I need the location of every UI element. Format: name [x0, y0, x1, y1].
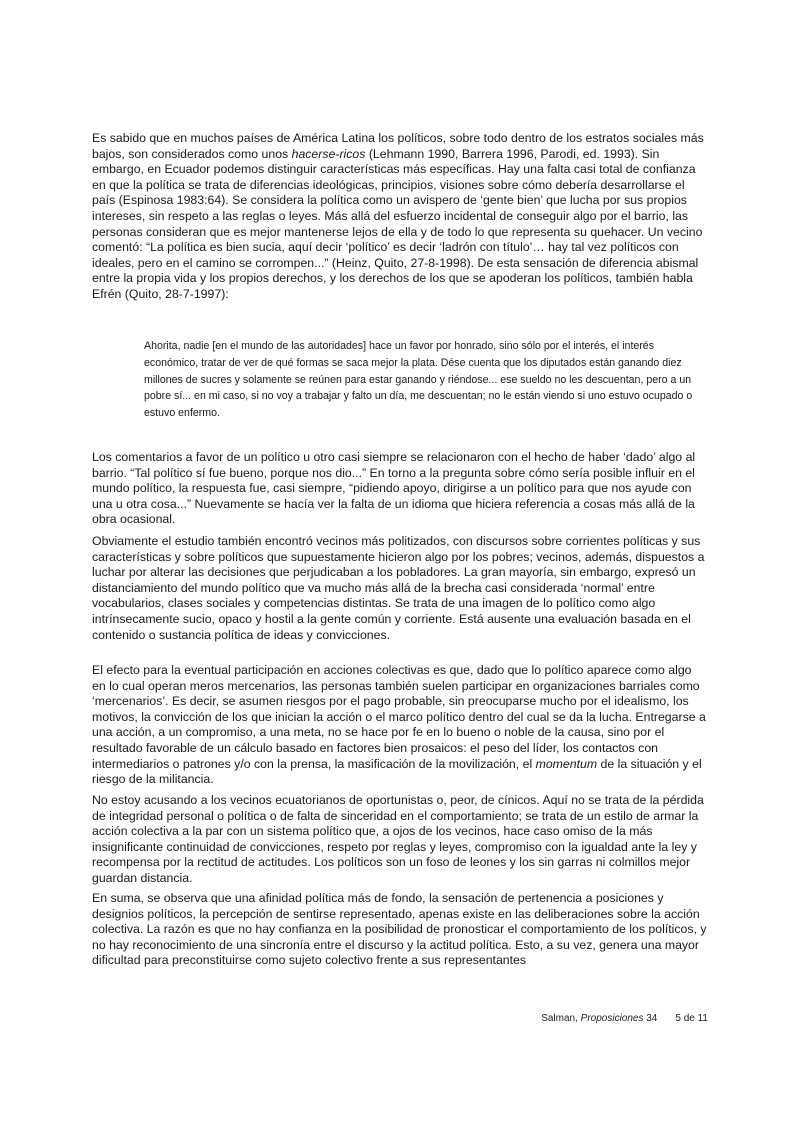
footer-author: Salman,	[541, 1013, 581, 1024]
footer-issue: 34	[643, 1013, 658, 1024]
paragraph-text: En suma, se observa que una afinidad política más de fondo, la sensación de pertenencia a posiciones y designios políticos, la percepción de sentirse representado, apenas existe en las deliberaciones sobre la acción colectiva. La razón es que no hay confianza en la posibilidad de pronosticar el comportamiento de los políticos, y no hay reconocimiento de una sincronía entre el discurso y la actitud política. Esto, a su vez, genera una mayor dificultad para preconstituirse como sujeto colectivo frente a sus representantes	[92, 891, 707, 968]
page-footer	[541, 1013, 708, 1024]
paragraph-text: Es sabido que en muchos países de América Latina los políticos, sobre todo dentro de los estratos sociales más bajos, son considerados como unos	[92, 131, 704, 161]
paragraph	[92, 131, 708, 303]
paragraph-text: de la situación y el riesgo de la militancia.	[92, 756, 702, 787]
paragraph	[92, 663, 708, 788]
block-quote: Ahorita, nadie [en el mundo de las autoridades] hace un favor por honrado, sino sólo por el interés, el interés económico, tratar de ver de qué formas se saca mejor la plata. Dése cuenta que los diputados están ganando diez millones de sucres y solamente se reúnen para estar ganando y riéndose... ese sueldo no les descuentan, pero a un pobre sí... en mi caso, si no voy a trabajar y falto un día, me descuentan; no le están viendo si uno estuvo ocupado o estuvo enfermo.	[144, 340, 693, 420]
paragraph	[92, 793, 708, 887]
paragraph-text: El efecto para la eventual participación en acciones colectivas es que, dado que lo político aparece como algo en lo cual operan meros mercenarios, las personas también suelen participar en organizaciones barriales como ‘mercenarios’. Es decir, se asumen riesgos por el pago probable, sin preocuparse mucho por el idealismo, los motivos, la convicción de los que inician la acción o el marco político dentro del cual se da la lucha. Entregarse a una acción, a un compromiso, a una meta, no se hace por fe en lo bueno o noble de la causa, sino por el resultado favorable de un cálculo basado en factores bien prosaicos: el peso del líder, los contactos con intermediarios o patrones y/o con la prensa, la masificación de la movilización, el	[92, 663, 706, 771]
italic-term: hacerse-ricos	[291, 146, 366, 161]
paragraph-text: Los comentarios a favor de un político u otro casi siempre se relacionaron con el hecho de haber ‘dado’ algo al barrio. “Tal político sí fue bueno, porque nos dio...” En torno a la pregunta sobre cómo sería posible influir en el mundo político, la respuesta fue, casi siempre, “pidiendo apoyo, dirigirse a un político para que nos ayude con una u otra cosa...” Nuevamente se hacía ver la falta de un idioma que hiciera referencia a cosas más allá de la obra ocasional.	[92, 450, 696, 527]
paragraph	[92, 891, 708, 969]
paragraph	[92, 450, 708, 528]
paragraph-text: (Lehmann 1990, Barrera 1996, Parodi, ed. 1993). Sin embargo, en Ecuador podemos distinguir características más específicas. Hay una falta casi total de confianza en que la política se trata de diferencias ideológicas, principios, visiones sobre cómo debería desarrollarse el país (Espinosa 1983:64). Se considera la política como un avispero de ‘gente bien’ que lucha por sus propios intereses, sin respeto a las reglas o leyes. Más allá del esfuerzo incidental de conseguir algo por el barrio, las personas consideran que es mejor mantenerse lejos de ella y de todo lo que representa su quehacer. Un vecino comentó: “La política es bien sucia, aquí decir ‘político’ es decir ‘ladrón con título’… hay tal vez políticos con ideales, pero en el camino se corrompen...” (Heinz, Quito, 27-8-1998). De esta sensación de diferencia abismal entre la propia vida y los propios derechos, y los derechos de los que se apoderan los políticos, también habla Efrén (Quito, 28-7-1997):	[92, 146, 703, 301]
paragraph-text: No estoy acusando a los vecinos ecuatorianos de oportunistas o, peor, de cínicos. Aquí no se trata de la pérdida de integridad personal o política o de falta de sinceridad en el comportamiento; se trata de un estilo de armar la acción colectiva a la par con un sistema político que, a ojos de los vecinos, hace caso omiso de la más insignificante continuidad de convicciones, respeto por reglas y leyes, compromiso con la igualdad ante la ley y recompensa por la rectitud de actitudes. Los políticos son un foso de leones y los sin garras ni colmillos mejor guardan distancia.	[92, 793, 704, 885]
italic-term: momentum	[535, 756, 598, 771]
paragraph	[92, 534, 708, 643]
paragraph-text: Obviamente el estudio también encontró vecinos más politizados, con discursos sobre corrientes políticas y sus características y sobre políticos que supuestamente hicieron algo por los pobres; vecinos, además, dispuestos a luchar por alterar las decisiones que perjudicaban a los pobladores. La gran mayoría, sin embargo, expresó un distanciamiento del mundo político que va mucho más allá de la brecha casi considerada ‘normal’ entre vocabularios, clases sociales y competencias distintas. Se trata de una imagen de lo político como algo intrínsecamente sucio, opaco y hostil a la gente común y corriente. Está ausente una evaluación basada en el contenido o sustancia política de ideas y convicciones.	[92, 534, 705, 642]
page-number: 5 de 11	[675, 1013, 708, 1024]
footer-journal: Proposiciones	[580, 1013, 644, 1024]
